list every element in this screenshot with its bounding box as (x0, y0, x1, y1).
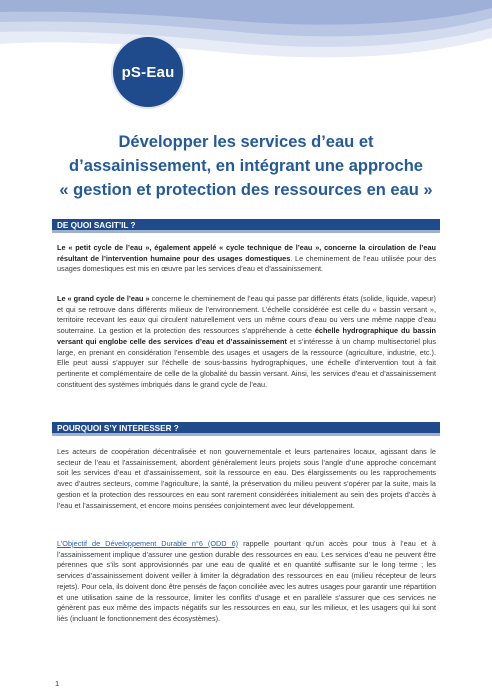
odd6-link[interactable]: L’Objectif de Développement Durable n°6 (ODD 6) (57, 539, 239, 548)
title-line-1: Développer les services d’eau et (118, 133, 374, 151)
paragraph-grand-cycle (57, 294, 436, 390)
grand-cycle-text-2: et s’intéresse à un champ multisectoriel plus large, en prenant en considération l’ensemble des usages et usagers de la ressource (agriculture, industrie, etc.). Elle peut aussi s’appuyer sur l’échelle de sous-bassins hydrographiques, une échelle d’intervention tout à fait pertinente et complémentaire de celle de la globalité du bassin versant. Ainsi, les services d’eau et d’assainissement constituent des systèmes imbriqués dans le grand cycle de l’eau. (57, 336, 436, 389)
title-line-3: « gestion et protection des ressources en eau » (59, 181, 433, 199)
section-heading-de-quoi: DE QUOI SAGIT’IL ? (52, 219, 440, 233)
pseau-logo (113, 37, 183, 107)
odd6-text: rappelle pourtant qu’un accès pour tous à l’eau et à l’assainissement implique d’assurer une gestion durable des ressources en eau. Les services d’eau ne peuvent être pérennes que s’ils sont approvisionnés par une eau de qualité et en quantité suffisante sur le long terme ; les services d’assainissement doivent veiller à limiter la dégradation des ressources en eau (milieu récepteur de leurs rejets). Pour cela, ils doivent donc être pensés de façon conciliée avec les autres usages pour garantir une répartition et une utilisation saine de la ressource, limiter les conflits d’usage et en parallèle s’assurer que ces services ne génèrent pas eux même des impacts négatifs sur les ressources en eau, sur les milieux, et les usagers qui lui sont liés (incluant le fonctionnement des écosystèmes). (57, 539, 436, 623)
section-heading-pourquoi: POURQUOI S’Y INTERESSER ? (52, 422, 440, 436)
header-wave-decoration (0, 0, 492, 90)
page-number: 1 (55, 679, 60, 688)
grand-cycle-text-1: concerne le cheminement de l’eau qui passe par différents états (solide, liquide, vapeur) et qui se retrouve dans différents milieux de l’environnement. L’échelle considérée est celle du « bassin versant », territoire recevant les eaux qui circulent naturellement vers un même cours d’eau ou vers une même nappe d’eau souterraine. La gestion et la protection des ressources s’appréhende à cette (57, 294, 436, 336)
logo-text: pS-Eau (121, 63, 175, 81)
paragraph-petit-cycle (57, 243, 436, 275)
grand-cycle-bold: Le « grand cycle de l’eau » (57, 294, 150, 303)
grand-cycle-bold-2: échelle hydrographique du bassin versant qui englobe celle des services d’eau et d’assainissement (57, 326, 436, 346)
paragraph-acteurs: Les acteurs de coopération décentralisée et non gouvernementale et leurs partenaires locaux, agissant dans le secteur de l’eau et l’assainissement, abordent généralement leurs projets sous l’angle d’une approche concernant soit les services d’eau et d’assainissement, soit la ressource en eau. Des élargissements ou les rapprochements avec d’autres secteurs, comme l’agriculture, la santé, la préservation du milieu peuvent s’opérer par la suite, mais la gestion et la protection des ressources en eau sont rarement considérées initialement au sein des projets d’accès à l’eau et l’assainissement, et encore moins pensées conjointement avec leur développement. (57, 447, 436, 510)
document-title (40, 130, 452, 202)
paragraph-odd6 (57, 539, 436, 625)
petit-cycle-text: . Le cheminement de l’eau utilisée pour des usages domestiques est mis en œuvre par les services d’eau et d’assainissement. (57, 253, 436, 274)
title-line-2: d’assainissement, en intégrant une approche (69, 157, 423, 175)
petit-cycle-bold: Le « petit cycle de l’eau », également appelé « cycle technique de l’eau », concerne la circulation de l’eau résultant de l’intervention humaine pour des usages domestiques (57, 243, 436, 263)
